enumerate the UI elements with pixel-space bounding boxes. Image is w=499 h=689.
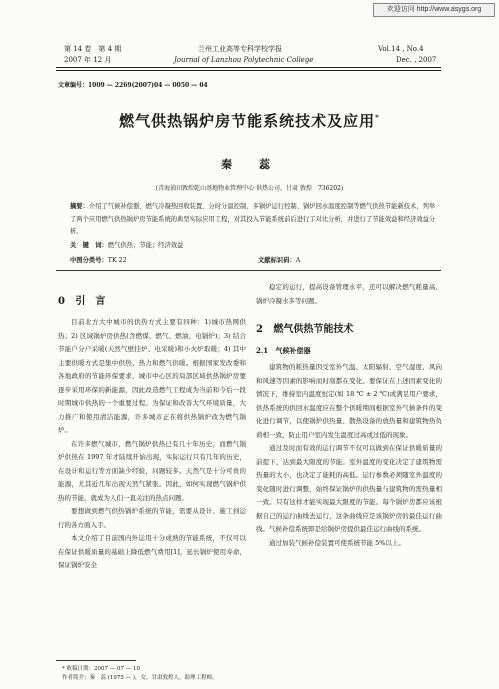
article-number: 文章编号：1009 — 2269(2007)04 — 0050 — 04	[58, 82, 208, 89]
section-0-number: 0	[58, 296, 65, 307]
clc-label: 中图分类号：	[70, 257, 108, 264]
article-title-text: 燃气供热锅炉房节能系统技术及应用	[119, 112, 376, 130]
section-2-heading	[256, 320, 353, 335]
intro-paragraph-1: 目前北方大中城市的供热方式主要有四种：1)城市热网供热；2) 区域锅炉房供热(含燃煤、燃气、燃油、电锅炉)；3) 结合节能户分户采暖(天然气壁挂炉、电采暖)和小火炉取暖；4) 其中主要供暖方式是集中供热、热力和燃气供暖。根据国家发改委和各地政府的节能环保要求，城市中心区的局部区域供热锅炉房要逐步采用环保的新能源，因此改造燃气工程成为当前和今后一段时期城市供热的一个重要过程。为保证和改善大气环境质量，大力推广和使用清洁能源，许多城市正在将供热锅炉改为燃气锅炉。	[58, 318, 246, 434]
right-column-top	[256, 281, 442, 308]
body-divider	[56, 270, 441, 271]
header-rule	[56, 67, 441, 68]
title-footnote-mark: *	[375, 113, 380, 122]
section-0-title: 引 言	[75, 296, 106, 307]
keywords-label: 关 键 词：	[70, 242, 108, 249]
climate-paragraph-2: 通过及时而有效的运行调节不仅可以做到在保证供暖质量的前提下，达到最大限度的节能。室外温度的变化决定了建筑物需热量的大小，也决定了能耗的高低。运行参数必须随室外温度的变化随时进行调整，始终保证锅炉的供热量与建筑物的需热量相一致。只有这样才能实现最大限度的节能。每个锅炉房都应该根据自己的运行曲线去运行，这条曲线应是该锅炉房的最佳运行曲线。气候补偿系统即是给锅炉房提供最佳运行曲线的系统。	[256, 444, 442, 533]
intro-paragraph-2: 在许多燃气城市，燃气锅炉供热已有几十年历史，而燃气锅炉供热在 1997 年才陆续开始出现，实际运行只有几年的历史，在设计和运行等方面缺少经验，问题较多。天然气是十分可贵的能源，尤其近几年出现天然气紧张。因此，如何实现燃气锅炉供热的节能，就成为人们一直关注的热点问题。	[58, 439, 246, 502]
section-0-heading	[58, 292, 105, 307]
abstract-text: 介绍了气候补偿器、燃气冷凝热回收装置、分时分温控制、多锅炉运行控制、锅炉回水温度控制等燃气供热节能新技术，列举了两个应用燃气供热锅炉房节能系统的典型实际应用工程，对其投入节能系统前后进行了对比分析，并进行了节能效益和经济效益分析。	[70, 203, 436, 235]
header-date-cn: 2007 年 12 月	[64, 56, 112, 64]
document-code	[258, 255, 300, 264]
clc-number	[70, 255, 127, 264]
climate-paragraph-3: 通过加装气候补偿装置可使系统节能 5%以上。	[269, 538, 405, 547]
right-column	[256, 361, 442, 550]
footnote-author-bio: 作者简介：秦 蕊 (1975 — )，女，甘肃敦煌人，助理工程师。	[62, 675, 218, 681]
intro-paragraph-4: 本文介绍了目前国内外运用十分成熟的节能系统，不仅可以在保证供暖质量的基础上降低燃气费用[1]，延长锅炉使用寿命，保证锅炉安全	[58, 534, 246, 569]
section-2-number: 2	[256, 324, 263, 335]
author-name: 秦 蕊	[221, 158, 278, 171]
header-journal-cn: 兰州工业高等专科学校学报	[198, 45, 282, 53]
climate-paragraph-1: 建筑物的耗热量因受室外气温、太阳辐射、空气湿度、风向和风速等因素的影响而时刻都在变化。要保证在上述因素变化的情况下，维持室内温度恒定(如 18 ℃ ± 2 ℃)或满足用户要求，供热系统的供回水温度应在整个供暖期间根据室外气候条件的变化进行调节，以使锅炉供热量、散热设备的放热量和建筑物热负荷相一致，防止用户室内发生温度过高或过低的现象。	[256, 363, 442, 439]
subsection-2-1-title: 气候补偿器	[275, 346, 311, 355]
author-affiliation: (青海油田敦煌乾山基地物业管理中心 供热公司，甘肃 敦煌 736202)	[155, 185, 344, 192]
header-date-en: Dec. , 2007	[396, 56, 437, 64]
subsection-2-1-heading	[256, 346, 311, 356]
section-2-title: 燃气供热节能技术	[273, 324, 354, 335]
footnote-rule	[56, 660, 136, 661]
intro-paragraph-3: 要想做到燃气供热锅炉系统的节能，需要从设计、施工到运行的各方面入手。	[58, 507, 246, 529]
header-volume-issue: 第 14 卷 第 4 期	[64, 45, 122, 53]
document-code-value: A	[295, 257, 301, 264]
intro-paragraph-5: 稳定的运行，提高设备管理水平，还可以解决燃气耗量高、锅炉冷凝水多等问题。	[256, 283, 442, 305]
abstract	[70, 201, 440, 239]
abstract-label: 摘要：	[70, 203, 89, 210]
left-column	[58, 316, 246, 573]
website-watermark: 欢迎访问 http://www.asygs.org	[373, 3, 495, 17]
clc-value: TK 22	[107, 257, 127, 264]
header-volume-en: Vol.14 , No.4	[378, 45, 424, 53]
document-code-label: 文献标识码：	[258, 257, 296, 264]
keywords-text: 燃气供热；节能；经济效益	[107, 242, 184, 249]
subsection-2-1-number: 2.1	[256, 346, 269, 355]
header-journal-en: Journal of Lanzhou Polytechnic College	[174, 56, 314, 64]
footnote-received-date: * 收稿日期：2007 — 07 — 10	[62, 666, 140, 672]
article-title	[0, 110, 499, 131]
keywords	[70, 240, 183, 249]
header-rule-thin	[56, 70, 441, 71]
